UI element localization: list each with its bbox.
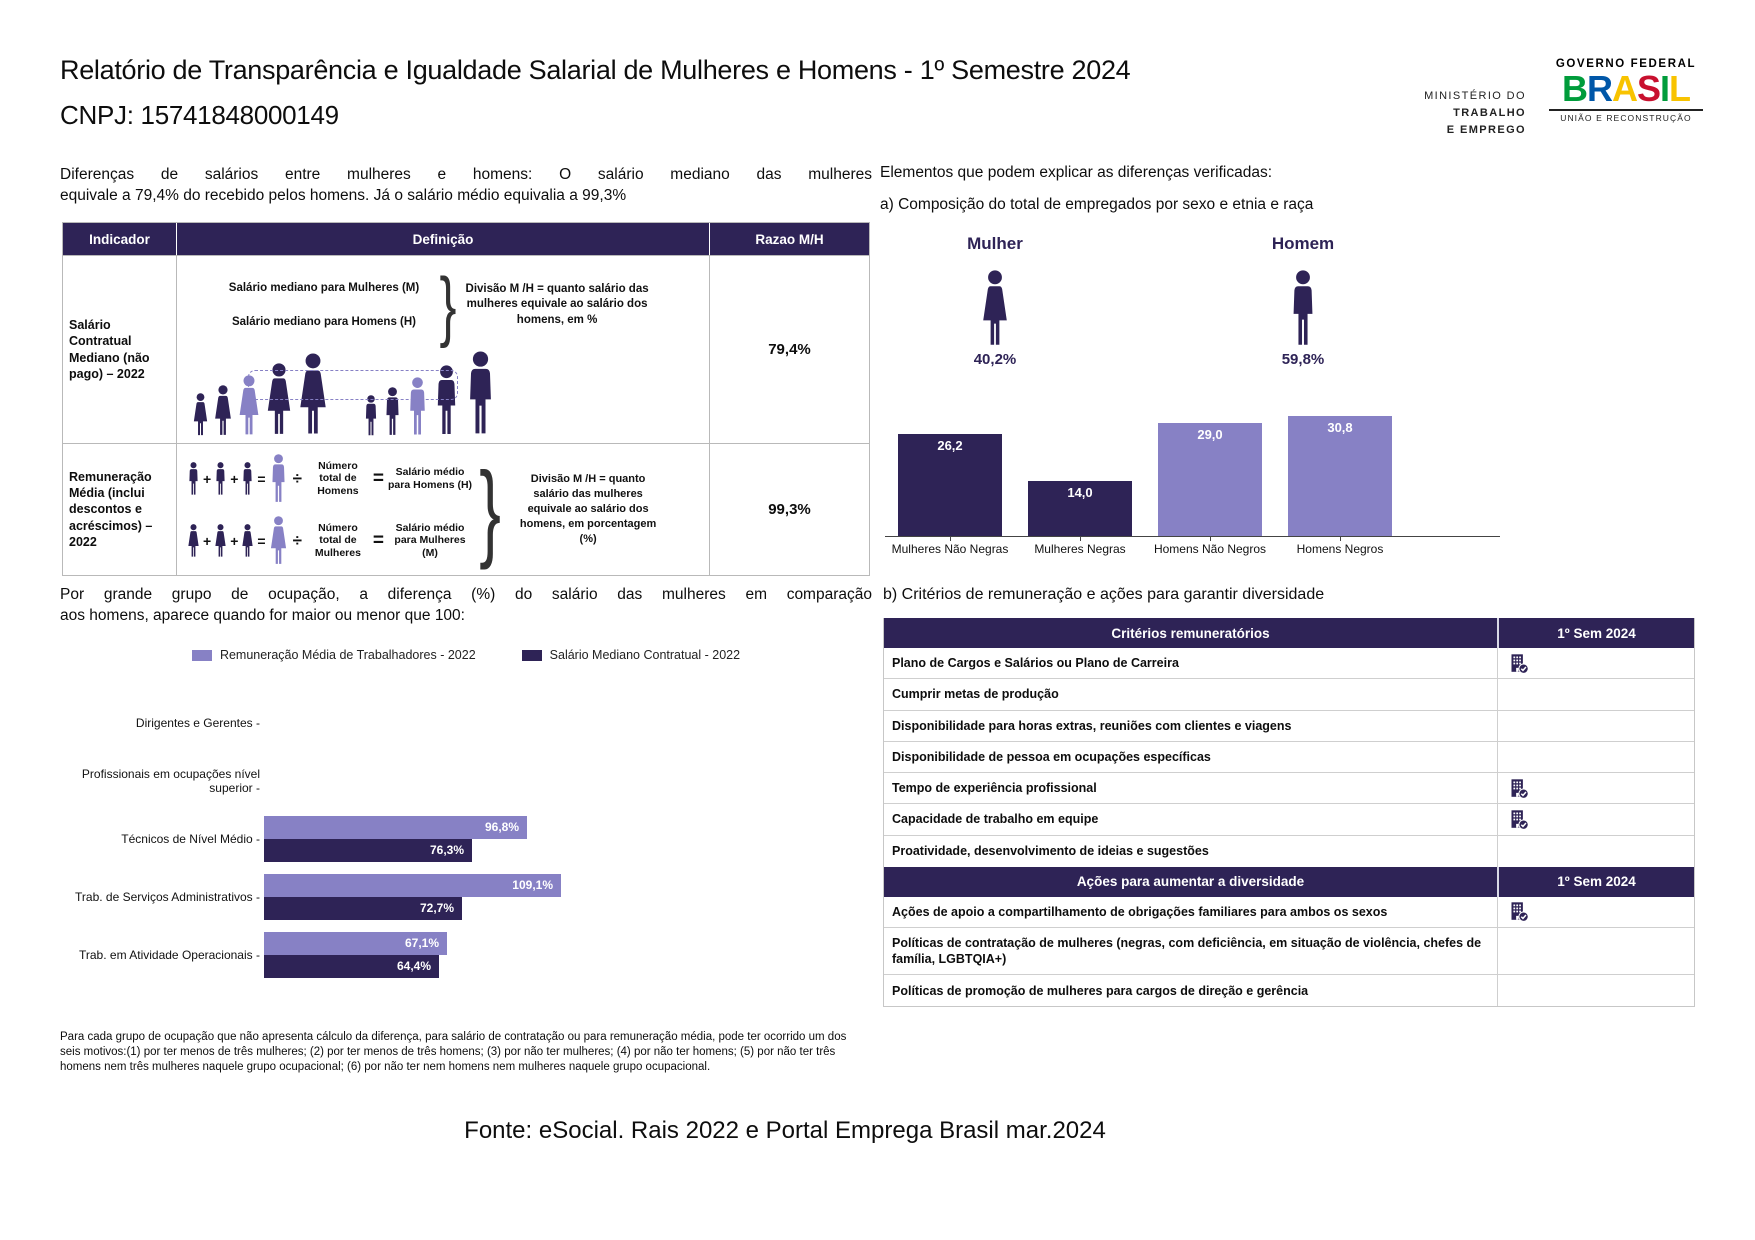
category-label-text: Mulheres Negras (1034, 542, 1126, 556)
criteria-row (884, 773, 1694, 804)
criteria-status-cell (1497, 836, 1694, 867)
median-men-label: Salário mediano para Homens (H) (231, 316, 417, 329)
criteria-row (884, 742, 1694, 773)
criteria-status-cell (1497, 679, 1694, 709)
axis-tick (950, 537, 951, 541)
equals-sign: = (372, 467, 385, 489)
criteria-status-cell (1497, 897, 1694, 927)
bar-cell (1145, 423, 1275, 536)
equation-line (187, 454, 472, 504)
male-percentage: 59,8% (1281, 351, 1325, 368)
indicator-table-header (63, 223, 869, 255)
highlight-dashed-box (248, 370, 458, 400)
female-percentage: 40,2% (973, 351, 1017, 368)
category-label (1275, 537, 1405, 556)
count-label: Número total de Homens (317, 459, 359, 497)
axis-tick (1340, 537, 1341, 541)
indicator-table (62, 222, 870, 576)
legend-swatch-dark (522, 650, 542, 661)
bar: 96,8% (264, 816, 527, 839)
criteria-label: Cumprir metas de produção (892, 687, 1059, 702)
page-title: Relatório de Transparência e Igualdade Salarial de Mulheres e Homens - 1º Semestre 2024 (60, 55, 1131, 85)
category-label: Profissionais em ocupações nível superior - (60, 767, 260, 795)
intro-line2: equivale a 79,4% do recebido pelos homens. Já o salário médio equivalia a 99,3% (60, 187, 627, 204)
intro-line1: Diferenças de salários entre mulheres e homens: O salário mediano das mulheres (60, 166, 872, 183)
median-women-label: Salário mediano para Mulheres (M) (228, 282, 420, 295)
indicator-name: Salário Contratual Mediano (não pago) – 2022 (63, 256, 177, 443)
criteria-status-cell (1497, 975, 1694, 1006)
criteria-status-cell (1497, 773, 1694, 803)
criteria-label: Disponibilidade de pessoa em ocupações específicas (892, 749, 1211, 764)
legend-label: Salário Mediano Contratual - 2022 (549, 648, 741, 662)
source-line: Fonte: eSocial. Rais 2022 e Portal Emprega Brasil mar.2024 (464, 1117, 1106, 1144)
criteria-row (884, 836, 1694, 867)
category-labels (885, 537, 1505, 556)
male-label: Homem (1271, 234, 1335, 253)
header-razao: Razao M/H (755, 231, 824, 247)
criteria-status-cell (1497, 742, 1694, 772)
gov-bottom-label: UNIÃO E RECONSTRUÇÃO (1560, 112, 1692, 123)
plus-sign: + (203, 532, 212, 549)
bar (1028, 481, 1132, 536)
intro-paragraph (60, 164, 872, 206)
bar: 76,3% (264, 839, 472, 862)
bar-value-label: 30,8 (1327, 420, 1353, 435)
bar-cell (1015, 481, 1145, 536)
criteria-label: Proatividade, desenvolvimento de ideias e sugestões (892, 843, 1209, 858)
cnpj-line: CNPJ: 15741848000149 (60, 100, 339, 130)
table-row (63, 443, 869, 575)
occupation-section-title (60, 584, 872, 626)
brasil-letter: L (1669, 68, 1691, 109)
criteria-table (883, 618, 1695, 1007)
criteria-label: Ações de apoio a compartilhamento de obrigações familiares para ambos os sexos (892, 904, 1388, 919)
equation-wrap (177, 444, 709, 575)
woman-icon (980, 270, 1010, 348)
table-row (63, 255, 869, 443)
chart-row (60, 868, 872, 926)
brasil-letter: S (1636, 68, 1660, 109)
brasil-logo (1545, 70, 1707, 108)
ratio-value: 99,3% (768, 501, 811, 518)
chart-legend (60, 648, 872, 662)
brasil-letter: A (1611, 68, 1637, 109)
criteria-label: Tempo de experiência profissional (892, 781, 1097, 795)
brasil-letter: I (1660, 68, 1670, 109)
chart-row (60, 694, 872, 752)
divide-sign: ÷ (292, 530, 302, 550)
indicator-name: Remuneração Média (inclui descontos e acréscimos) – 2022 (63, 444, 177, 575)
chart-row (60, 926, 872, 984)
bar-value-label: 29,0 (1197, 427, 1223, 442)
bar-pair (264, 874, 561, 920)
criteria-section-title: b) Critérios de remuneração e ações para garantir diversidade (883, 586, 1325, 603)
gov-rule (1549, 109, 1703, 111)
divide-sign: ÷ (292, 468, 302, 488)
criteria-label: Políticas de contratação de mulheres (negras, com deficiência, em situação de violência, chefes de família, LGBTQIA+) (892, 935, 1482, 966)
brasil-letter: R (1586, 68, 1612, 109)
plus-sign: + (230, 470, 239, 487)
occupation-title-line1: Por grande grupo de ocupação, a diferença (%) do salário das mulheres em comparação (60, 586, 872, 603)
occupation-title-line2: aos homens, aparece quando for maior ou menor que 100: (60, 607, 465, 624)
definition-lines (215, 282, 433, 328)
criteria-row (884, 928, 1694, 976)
category-label-text: Mulheres Não Negras (891, 542, 1009, 556)
category-label: Trab. em Atividade Operacionais - (60, 948, 260, 962)
definition-cell (177, 256, 710, 443)
equals-sign: = (257, 532, 266, 549)
building-check-icon (1508, 652, 1529, 675)
woman-icon (192, 393, 209, 437)
equals-sign: = (257, 470, 266, 487)
building-check-icon (1508, 777, 1529, 800)
criteria-status-cell (1497, 648, 1694, 678)
actions-rows (884, 897, 1694, 1007)
criteria-header-label: Critérios remuneratórios (1111, 625, 1270, 641)
axis-tick (1080, 537, 1081, 541)
criteria-label: Disponibilidade para horas extras, reuniões com clientes e viagens (892, 718, 1292, 733)
category-label: Técnicos de Nível Médio - (60, 832, 260, 846)
criteria-row (884, 648, 1694, 679)
average-label: Salário médio para Mulheres (M) (394, 521, 466, 559)
criteria-status-cell (1497, 804, 1694, 834)
criteria-label: Capacidade de trabalho em equipe (892, 812, 1099, 827)
ratio-value: 79,4% (768, 341, 811, 358)
period-header-label: 1º Sem 2024 (1497, 618, 1694, 648)
definition-top (215, 261, 703, 349)
equations (187, 454, 472, 566)
footnote: Para cada grupo de ocupação que não apresenta cálculo da diferença, para salário de contratação ou para remuneração média, pode ter ocorrido um dos seis motivos:(1) por ter menos de três mulheres; (2) por ter menos de três homens; (3) por não ter mulheres; (4) por não ter homens; (5) por não ter três homens nem três mulheres naquele grupo ocupacional; (6) por não ter nem homens nem mulheres naquele grupo ocupacional. (60, 1031, 847, 1073)
female-label: Mulher (967, 234, 1023, 253)
occupation-bar-chart (60, 694, 872, 984)
female-share-block (920, 234, 1070, 368)
header-indicador: Indicador (63, 223, 177, 255)
criteria-row (884, 897, 1694, 928)
gov-federal-logo (1545, 58, 1707, 123)
woman-icon (269, 516, 288, 566)
man-icon (187, 462, 200, 496)
building-check-icon (1508, 808, 1529, 831)
category-label-text: Homens Não Negros (1153, 542, 1267, 556)
legend-item-mediano (522, 648, 740, 662)
criteria-row (884, 679, 1694, 710)
brace-glyph: } (439, 261, 457, 349)
man-icon (241, 462, 254, 496)
ministry-line2: TRABALHO (1453, 107, 1526, 120)
criteria-status-cell (1497, 928, 1694, 975)
legend-swatch-light (192, 650, 212, 661)
division-note: Divisão M /H = quanto salário das mulheres equivale ao salário dos homens, em % (465, 282, 649, 326)
people-illustration (192, 345, 692, 437)
bar-cell (1275, 416, 1405, 536)
ministry-logo (1368, 88, 1526, 139)
composition-bar-chart (885, 406, 1505, 556)
building-check-icon (1508, 900, 1529, 923)
brasil-letter: B (1561, 68, 1587, 109)
category-label: Trab. de Serviços Administrativos - (60, 890, 260, 904)
category-label-text: Homens Negros (1296, 542, 1384, 556)
ministry-line1: MINISTÉRIO DO (1424, 90, 1526, 102)
man-icon (214, 462, 227, 496)
category-label (1015, 537, 1145, 556)
composition-subheading: a) Composição do total de empregados por sexo e etnia e raça (880, 196, 1314, 213)
criteria-label: Políticas de promoção de mulheres para cargos de direção e gerência (892, 983, 1309, 998)
gov-top-label: GOVERNO FEDERAL (1555, 58, 1697, 70)
elements-heading: Elementos que podem explicar as diferenças verificadas: (880, 164, 1273, 181)
bar: 67,1% (264, 932, 447, 955)
axis-tick (1210, 537, 1211, 541)
criteria-row (884, 975, 1694, 1006)
woman-icon (213, 385, 233, 437)
period-header-label: 1º Sem 2024 (1497, 867, 1694, 897)
composition-bars (885, 406, 1505, 536)
category-label: Dirigentes e Gerentes - (60, 716, 260, 730)
plus-sign: + (203, 470, 212, 487)
criteria-row (884, 804, 1694, 835)
average-label: Salário médio para Homens (H) (388, 465, 473, 491)
category-label (885, 537, 1015, 556)
plus-sign: + (230, 532, 239, 549)
definition-cell (177, 444, 710, 575)
ministry-line3: E EMPREGO (1446, 124, 1526, 137)
woman-icon (241, 524, 254, 558)
man-icon (1288, 270, 1318, 348)
bar: 109,1% (264, 874, 561, 897)
count-label: Número total de Mulheres (314, 521, 361, 559)
actions-table-header (884, 867, 1694, 897)
header-definicao: Definição (177, 223, 710, 255)
male-share-block (1228, 234, 1378, 368)
equals-sign: = (372, 529, 385, 551)
brace-glyph: } (479, 448, 501, 570)
bar-value-label: 26,2 (937, 438, 963, 453)
bar: 64,4% (264, 955, 439, 978)
man-icon (269, 454, 288, 504)
criteria-row (884, 711, 1694, 742)
bar: 72,7% (264, 897, 462, 920)
criteria-table-header (884, 618, 1694, 648)
chart-row (60, 810, 872, 868)
criteria-label: Plano de Cargos e Salários ou Plano de Carreira (892, 656, 1179, 670)
legend-label: Remuneração Média de Trabalhadores - 2022 (219, 648, 476, 662)
bar-pair (264, 932, 447, 978)
man-icon (464, 351, 497, 437)
legend-item-remuneracao (192, 648, 476, 662)
woman-icon (187, 524, 200, 558)
bar-pair (264, 816, 527, 862)
bar-cell (885, 434, 1015, 536)
woman-icon (214, 524, 227, 558)
equation-line (187, 516, 472, 566)
actions-header-label: Ações para aumentar a diversidade (1076, 874, 1305, 889)
category-label (1145, 537, 1275, 556)
bar (1288, 416, 1392, 536)
criteria-status-cell (1497, 711, 1694, 741)
criteria-rows (884, 648, 1694, 867)
bar (898, 434, 1002, 536)
division-note: Divisão M /H = quanto salário das mulheres equivale ao salário dos homens, em porcentagem (%) (519, 473, 657, 545)
man-icon (363, 395, 379, 437)
chart-row (60, 752, 872, 810)
bar (1158, 423, 1262, 536)
bar-value-label: 14,0 (1067, 485, 1093, 500)
